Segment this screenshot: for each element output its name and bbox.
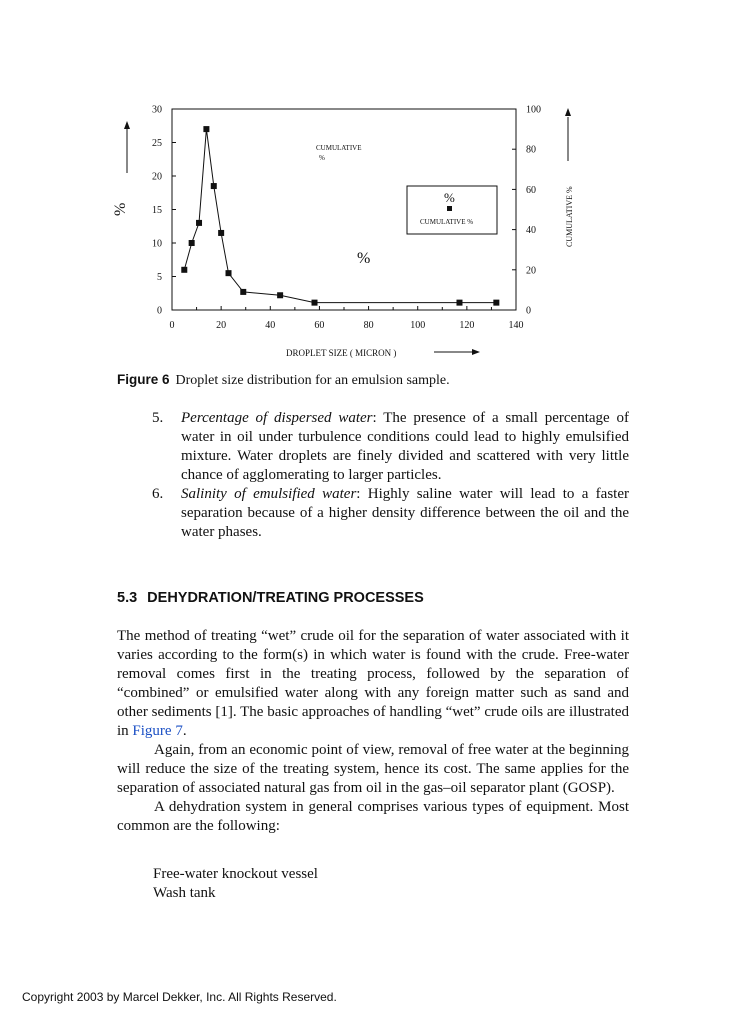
x-axis-arrow	[434, 349, 480, 355]
y2-tick-label: 80	[526, 144, 536, 156]
paragraph-text: .	[182, 723, 187, 739]
y2-tick-label: 60	[526, 184, 536, 196]
legend-box	[407, 186, 497, 234]
factor-list	[152, 409, 629, 542]
figure-caption-text: Droplet size distribution for an emulsion sample.	[175, 373, 450, 388]
figure-caption	[117, 371, 657, 390]
equipment-item: Free-water knockout vessel	[153, 866, 318, 882]
y-tick-label: 15	[152, 205, 162, 216]
data-point	[189, 240, 195, 246]
data-point	[226, 270, 232, 276]
y-tick-label: 10	[152, 238, 162, 250]
data-point	[456, 300, 462, 306]
x-tick-label: 20	[216, 320, 227, 331]
list-item-text: : Highly saline water will lead to a faster separation because of a higher density difference between the oil and the water phases.	[181, 486, 629, 540]
equipment-item: Wash tank	[153, 885, 216, 901]
x-tick-label: 120	[459, 320, 475, 331]
data-point	[218, 230, 224, 236]
x-tick-labels	[170, 320, 524, 331]
paragraph	[117, 627, 629, 741]
cumulative-annotation-line2: %	[319, 154, 325, 162]
y2-axis-label: CUMULATIVE %	[565, 186, 574, 247]
figure-7-link[interactable]: Figure 7	[132, 723, 183, 739]
y2-tick-label: 100	[526, 104, 541, 116]
list-item-number: 5.	[152, 410, 164, 426]
legend-marker	[447, 206, 452, 211]
section-number: 5.3	[117, 590, 138, 606]
data-point	[203, 126, 209, 132]
list-item-title: Percentage of dispersed water	[181, 410, 373, 426]
body-text	[117, 627, 629, 836]
legend-title: %	[444, 190, 455, 205]
data-point	[277, 292, 283, 298]
list-item	[152, 409, 629, 485]
paragraph: A dehydration system in general comprises various types of equipment. Most common are the following:	[117, 799, 629, 834]
data-point	[181, 267, 187, 273]
x-axis-label: DROPLET SIZE ( MICRON )	[286, 348, 397, 358]
y2-axis-arrow	[565, 108, 571, 161]
x-tick-label: 0	[169, 320, 175, 331]
y2-tick-label: 0	[526, 305, 531, 317]
y-tick-label: 20	[152, 171, 162, 183]
y-tick-labels	[152, 105, 162, 317]
data-point	[240, 289, 246, 295]
paragraph-text: The method of treating “wet” crude oil for the separation of water associated with it varies according to the form(s) in which water is found with the crude. Free-water removal comes first in the treating process, followed by the separation of “combined” or emulsified water along with any foreign matter such as sand and other sediments [1]. The basic approaches of handling “wet” crude oils are illustrated in	[117, 628, 629, 739]
paragraph: Again, from an economic point of view, removal of free water at the beginning will reduce the size of the treating system, hence its cost. The same applies for the separation of associated natural gas from oil in the gas–oil separator plant (GOSP).	[117, 742, 629, 796]
y2-tick-label: 20	[526, 265, 536, 277]
y2-tick-labels	[526, 105, 541, 317]
copyright-notice: Copyright 2003 by Marcel Dekker, Inc. All Rights Reserved.	[22, 990, 337, 1004]
data-point	[196, 220, 202, 226]
x-tick-label: 40	[265, 320, 276, 331]
data-point	[211, 183, 217, 189]
list-item	[152, 485, 629, 542]
x-tick-label: 140	[508, 320, 524, 331]
y-tick-label: 0	[157, 305, 162, 317]
y-tick-label: 30	[152, 104, 162, 116]
list-item-number: 6.	[152, 486, 164, 502]
section-title: DEHYDRATION/TREATING PROCESSES	[147, 590, 424, 606]
list-item-text: : The presence of a small percentage of water in oil under turbulence conditions could lead to highly emulsified mixture. Water droplets are finely divided and scattered with very little chance of agglomerating to larger particles.	[181, 410, 629, 483]
figure-label: Figure 6	[117, 372, 170, 387]
x-tick-label: 60	[314, 320, 325, 331]
x-tick-label: 100	[410, 320, 426, 331]
y-tick-label: 25	[152, 138, 162, 149]
data-point	[493, 300, 499, 306]
x-tick-label: 80	[363, 320, 374, 331]
droplet-size-chart	[100, 95, 620, 365]
equipment-list	[153, 865, 318, 903]
legend-entry: CUMULATIVE %	[420, 218, 474, 226]
list-item-title: Salinity of emulsified water	[181, 486, 357, 502]
percent-annotation: %	[357, 250, 371, 267]
y2-tick-label: 40	[526, 225, 536, 237]
cumulative-annotation-line1: CUMULATIVE	[316, 144, 362, 152]
y-axis-label: %	[112, 202, 129, 216]
data-point	[312, 300, 318, 306]
y-tick-label: 5	[157, 272, 162, 283]
section-heading	[117, 589, 424, 607]
y-axis-arrow	[124, 121, 130, 173]
